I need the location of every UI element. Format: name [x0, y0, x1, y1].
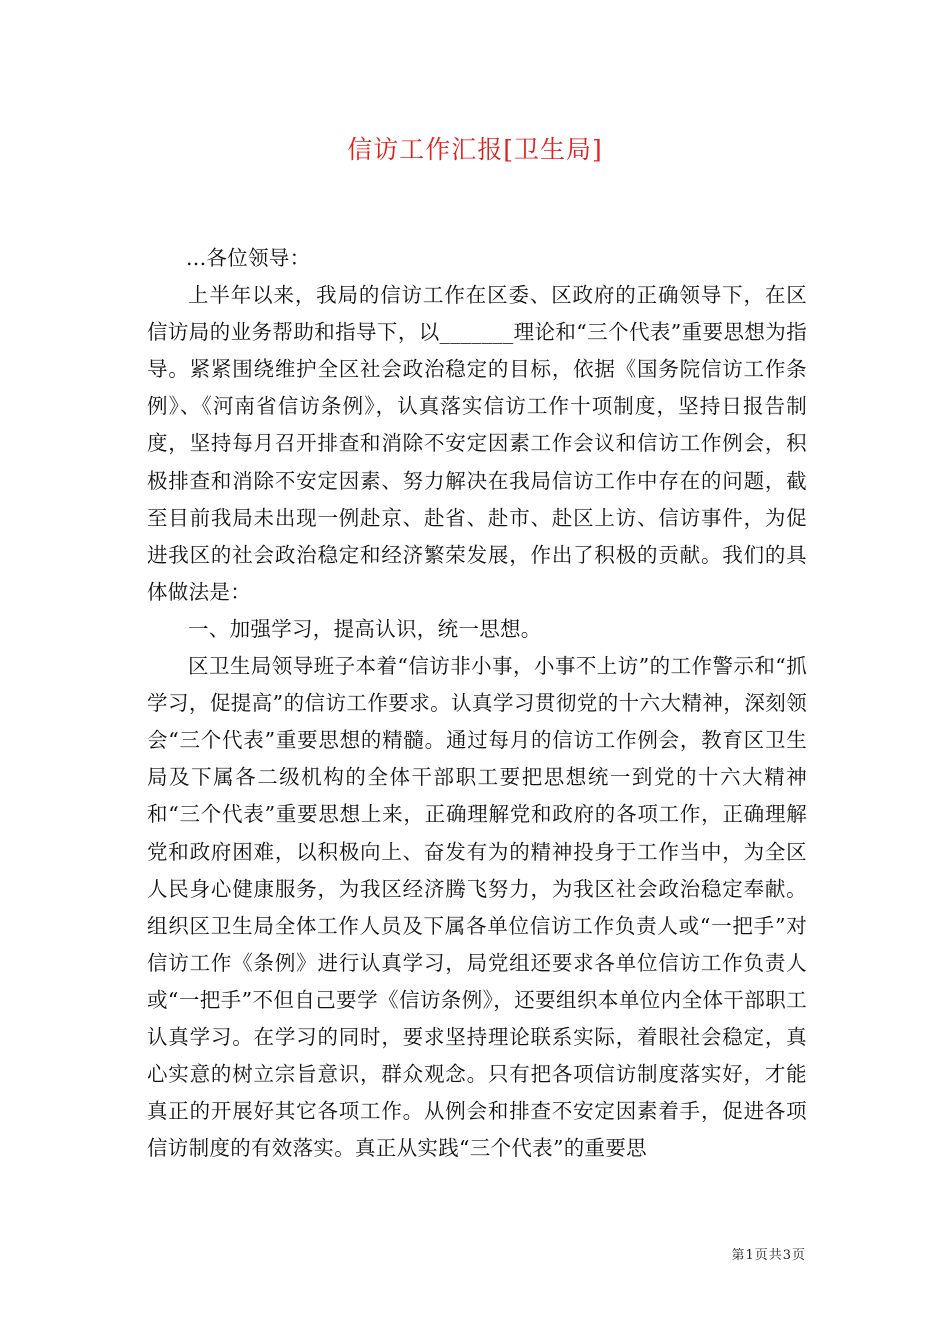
paragraph-intro: 上半年以来，我局的信访工作在区委、区政府的正确领导下，在区信访局的业务帮助和指导下，以_______理论和“三个代表”重要思想为指导。紧紧围绕维护全区社会政治稳定的目标，依据《国务院信访工作条例》、《河南省信访条例》，认真落实信访工作十项制度，坚持日报告制度，坚持每月召开排查和消除不安定因素工作会议和信访工作例会，积极排查和消除不安定因素、努力解决在我局信访工作中存在的问题，截至目前我局未出现一例赴京、赴省、赴市、赴区上访、信访事件，为促进我区的社会政治稳定和经济繁荣发展，作出了积极的贡献。我们的具体做法是： — [147, 283, 807, 604]
section-heading-1: 一、加强学习，提高认识，统一思想。 — [188, 616, 542, 641]
document-body — [147, 240, 807, 1167]
salutation: ...各位领导： — [185, 246, 311, 270]
page-number: 第1页共3页 — [731, 1248, 806, 1263]
paragraph-section-1: 区卫生局领导班子本着“信访非小事，小事不上访”的工作警示和“抓学习，促提高”的信访工作要求。认真学习贯彻党的十六大精神，深刻领会“三个代表”重要思想的精髓。通过每月的信访工作例会，教育区卫生局及下属各二级机构的全体干部职工要把思想统一到党的十六大精神和“三个代表”重要思想上来，正确理解党和政府的各项工作，正确理解党和政府困难，以积极向上、奋发有为的精神投身于工作当中，为全区人民身心健康服务，为我区经济腾飞努力，为我区社会政治稳定奉献。组织区卫生局全体工作人员及下属各单位信访工作负责人或“一把手”对信访工作《条例》进行认真学习，局党组还要求各单位信访工作负责人或“一把手”不但自己要学《信访条例》，还要组织本单位内全体干部职工认真学习。在学习的同时，要求坚持理论联系实际，着眼社会稳定，真心实意的树立宗旨意识，群众观念。只有把各项信访制度落实好，才能真正的开展好其它各项工作。从例会和排查不安定因素着手，促进各项信访制度的有效落实。真正从实践“三个代表”的重要思 — [147, 654, 807, 1161]
document-title: 信访工作汇报[卫生局] — [347, 135, 603, 164]
